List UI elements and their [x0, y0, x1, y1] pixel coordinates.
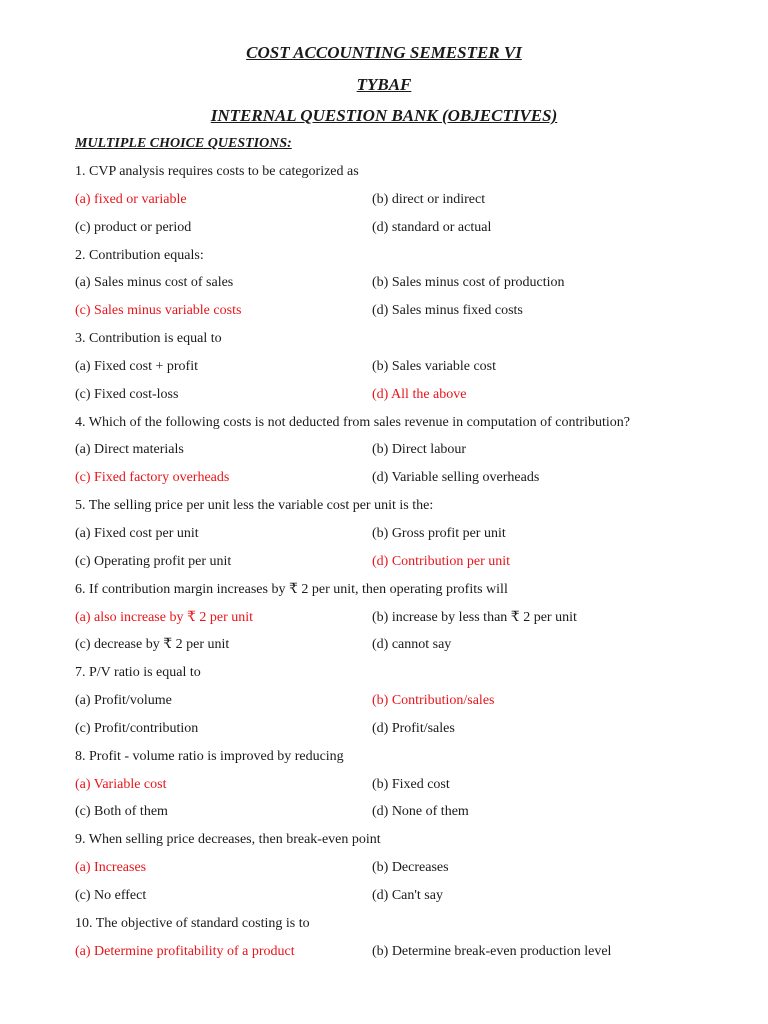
question-item	[75, 496, 725, 580]
option-row	[75, 468, 725, 496]
answer-option: (c) Profit/contribution	[75, 720, 199, 736]
option-row	[75, 385, 725, 413]
option-row	[75, 273, 725, 301]
answer-option: (b) Determine break-even production level	[372, 943, 612, 959]
answer-option: (d) standard or actual	[372, 219, 492, 235]
section-title: MULTIPLE CHOICE QUESTIONS:	[75, 136, 292, 151]
answer-option: (c) Fixed cost-loss	[75, 386, 179, 402]
answer-option: (b) Decreases	[372, 860, 449, 876]
question-list	[75, 162, 725, 969]
document-class: TYBAF	[356, 75, 412, 94]
correct-answer-option: (c) Fixed factory overheads	[75, 470, 230, 486]
question-text: 2. Contribution equals:	[75, 247, 204, 263]
answer-option: (d) Sales minus fixed costs	[372, 303, 523, 319]
document-subtitle: INTERNAL QUESTION BANK (OBJECTIVES)	[210, 106, 558, 125]
answer-option: (c) Both of them	[75, 804, 168, 820]
question-item	[75, 830, 725, 914]
answer-option: (d) Variable selling overheads	[372, 470, 540, 486]
option-row	[75, 190, 725, 218]
option-row	[75, 301, 725, 329]
answer-option: (b) Gross profit per unit	[372, 525, 506, 541]
option-row	[75, 775, 725, 803]
question-text: 10. The objective of standard costing is to	[75, 915, 310, 931]
answer-option: (b) increase by less than ₹ 2 per unit	[372, 609, 577, 625]
correct-answer-option: (d) Contribution per unit	[372, 553, 511, 569]
question-text: 7. P/V ratio is equal to	[75, 665, 201, 681]
answer-option: (d) None of them	[372, 804, 469, 820]
answer-option: (b) Sales minus cost of production	[372, 275, 565, 291]
option-row	[75, 440, 725, 468]
question-item	[75, 914, 725, 970]
question-text: 4. Which of the following costs is not deducted from sales revenue in computation of contribution?	[75, 414, 630, 430]
option-row	[75, 802, 725, 830]
answer-option: (b) Sales variable cost	[372, 358, 497, 374]
correct-answer-option: (a) Variable cost	[75, 776, 167, 792]
answer-option: (c) product or period	[75, 219, 192, 235]
option-row	[75, 719, 725, 747]
answer-option: (a) Fixed cost + profit	[75, 358, 198, 374]
answer-option: (b) Direct labour	[372, 442, 467, 458]
correct-answer-option: (a) also increase by ₹ 2 per unit	[75, 609, 254, 625]
option-row	[75, 608, 725, 636]
correct-answer-option: (b) Contribution/sales	[372, 693, 495, 709]
answer-option: (a) Sales minus cost of sales	[75, 275, 234, 291]
option-row	[75, 218, 725, 246]
option-row	[75, 886, 725, 914]
question-item	[75, 747, 725, 831]
answer-option: (a) Profit/volume	[75, 693, 172, 709]
question-item	[75, 580, 725, 664]
question-text: 6. If contribution margin increases by ₹ 2 per unit, then operating profits will	[75, 581, 508, 597]
question-item	[75, 329, 725, 413]
answer-option: (a) Fixed cost per unit	[75, 525, 199, 541]
answer-option: (d) Profit/sales	[372, 720, 455, 736]
answer-option: (b) Fixed cost	[372, 776, 450, 792]
answer-option: (c) Operating profit per unit	[75, 553, 232, 569]
question-text: 8. Profit - volume ratio is improved by reducing	[75, 748, 344, 764]
answer-option: (c) decrease by ₹ 2 per unit	[75, 637, 230, 653]
option-row	[75, 691, 725, 719]
question-text: 5. The selling price per unit less the variable cost per unit is the:	[75, 498, 434, 514]
correct-answer-option: (a) fixed or variable	[75, 191, 187, 207]
document-title: COST ACCOUNTING SEMESTER VI	[246, 43, 522, 62]
correct-answer-option: (a) Determine profitability of a product	[75, 943, 295, 959]
answer-option: (b) direct or indirect	[372, 191, 486, 207]
answer-option: (c) No effect	[75, 887, 147, 903]
option-row	[75, 552, 725, 580]
answer-option: (d) Can't say	[372, 887, 443, 903]
question-item	[75, 246, 725, 330]
option-row	[75, 858, 725, 886]
option-row	[75, 635, 725, 663]
answer-option: (a) Direct materials	[75, 442, 184, 458]
question-text: 9. When selling price decreases, then break-even point	[75, 832, 381, 848]
question-item	[75, 162, 725, 246]
option-row	[75, 524, 725, 552]
question-text: 3. Contribution is equal to	[75, 331, 222, 347]
answer-option: (d) cannot say	[372, 637, 452, 653]
question-item	[75, 413, 725, 497]
option-row	[75, 357, 725, 385]
correct-answer-option: (a) Increases	[75, 860, 147, 876]
correct-answer-option: (c) Sales minus variable costs	[75, 303, 242, 319]
correct-answer-option: (d) All the above	[372, 386, 467, 402]
option-row	[75, 942, 725, 970]
question-item	[75, 663, 725, 747]
question-text: 1. CVP analysis requires costs to be categorized as	[75, 164, 359, 179]
